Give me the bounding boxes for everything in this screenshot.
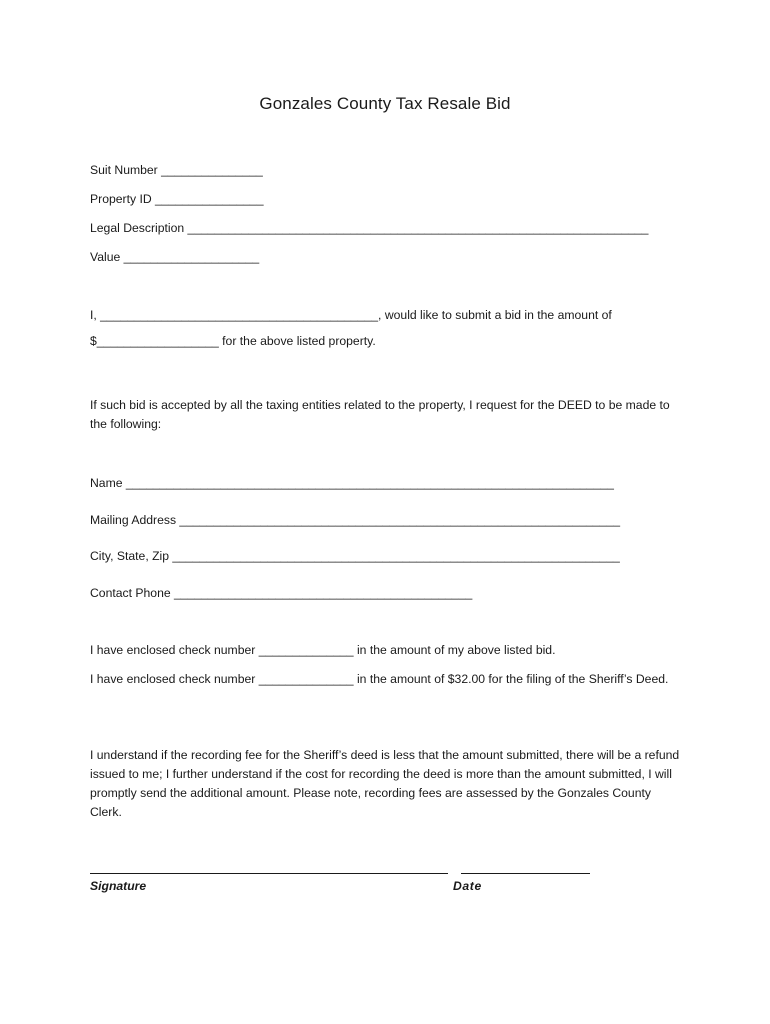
document-title: Gonzales County Tax Resale Bid xyxy=(259,94,511,113)
bidder-name-line[interactable]: I, _________________________________________, would like to submit a bid in the amount of xyxy=(90,308,612,322)
property-id-field[interactable]: Property ID ________________ xyxy=(90,192,264,206)
date-line[interactable] xyxy=(461,873,590,874)
date-label: Date xyxy=(453,879,482,893)
deed-request-paragraph: If such bid is accepted by all the taxing entities related to the property, I request for the DEED to be made to the following: xyxy=(90,398,670,431)
signature-line[interactable] xyxy=(90,873,448,874)
understanding-paragraph: I understand if the recording fee for the Sheriff’s deed is less that the amount submitted, there will be a refund issued to me; I further understand if the cost for recording the deed is more than the amount submitted, I will promptly send the additional amount. Please note, recording fees are assessed by the Gonzales County Clerk. xyxy=(90,748,680,819)
signature-label: Signature xyxy=(90,879,147,893)
recipient-name-field[interactable]: Name ________________________________________________________________________ xyxy=(90,476,614,490)
mailing-address-field[interactable]: Mailing Address _________________________________________________________________ xyxy=(90,513,620,527)
contact-phone-field[interactable]: Contact Phone ____________________________________________ xyxy=(90,586,473,600)
legal-description-field[interactable]: Legal Description ____________________________________________________________________ xyxy=(90,221,649,235)
city-state-zip-field[interactable]: City, State, Zip __________________________________________________________________ xyxy=(90,549,620,563)
bid-amount-line[interactable]: $__________________ for the above listed property. xyxy=(90,334,376,348)
check-number-bid-line[interactable]: I have enclosed check number ______________ in the amount of my above listed bid. xyxy=(90,643,556,657)
suit-number-field[interactable]: Suit Number _______________ xyxy=(90,163,263,177)
check-number-filing-line[interactable]: I have enclosed check number ______________ in the amount of $32.00 for the filing of the Sheriff’s Deed. xyxy=(90,672,669,686)
value-field[interactable]: Value ____________________ xyxy=(90,250,260,264)
